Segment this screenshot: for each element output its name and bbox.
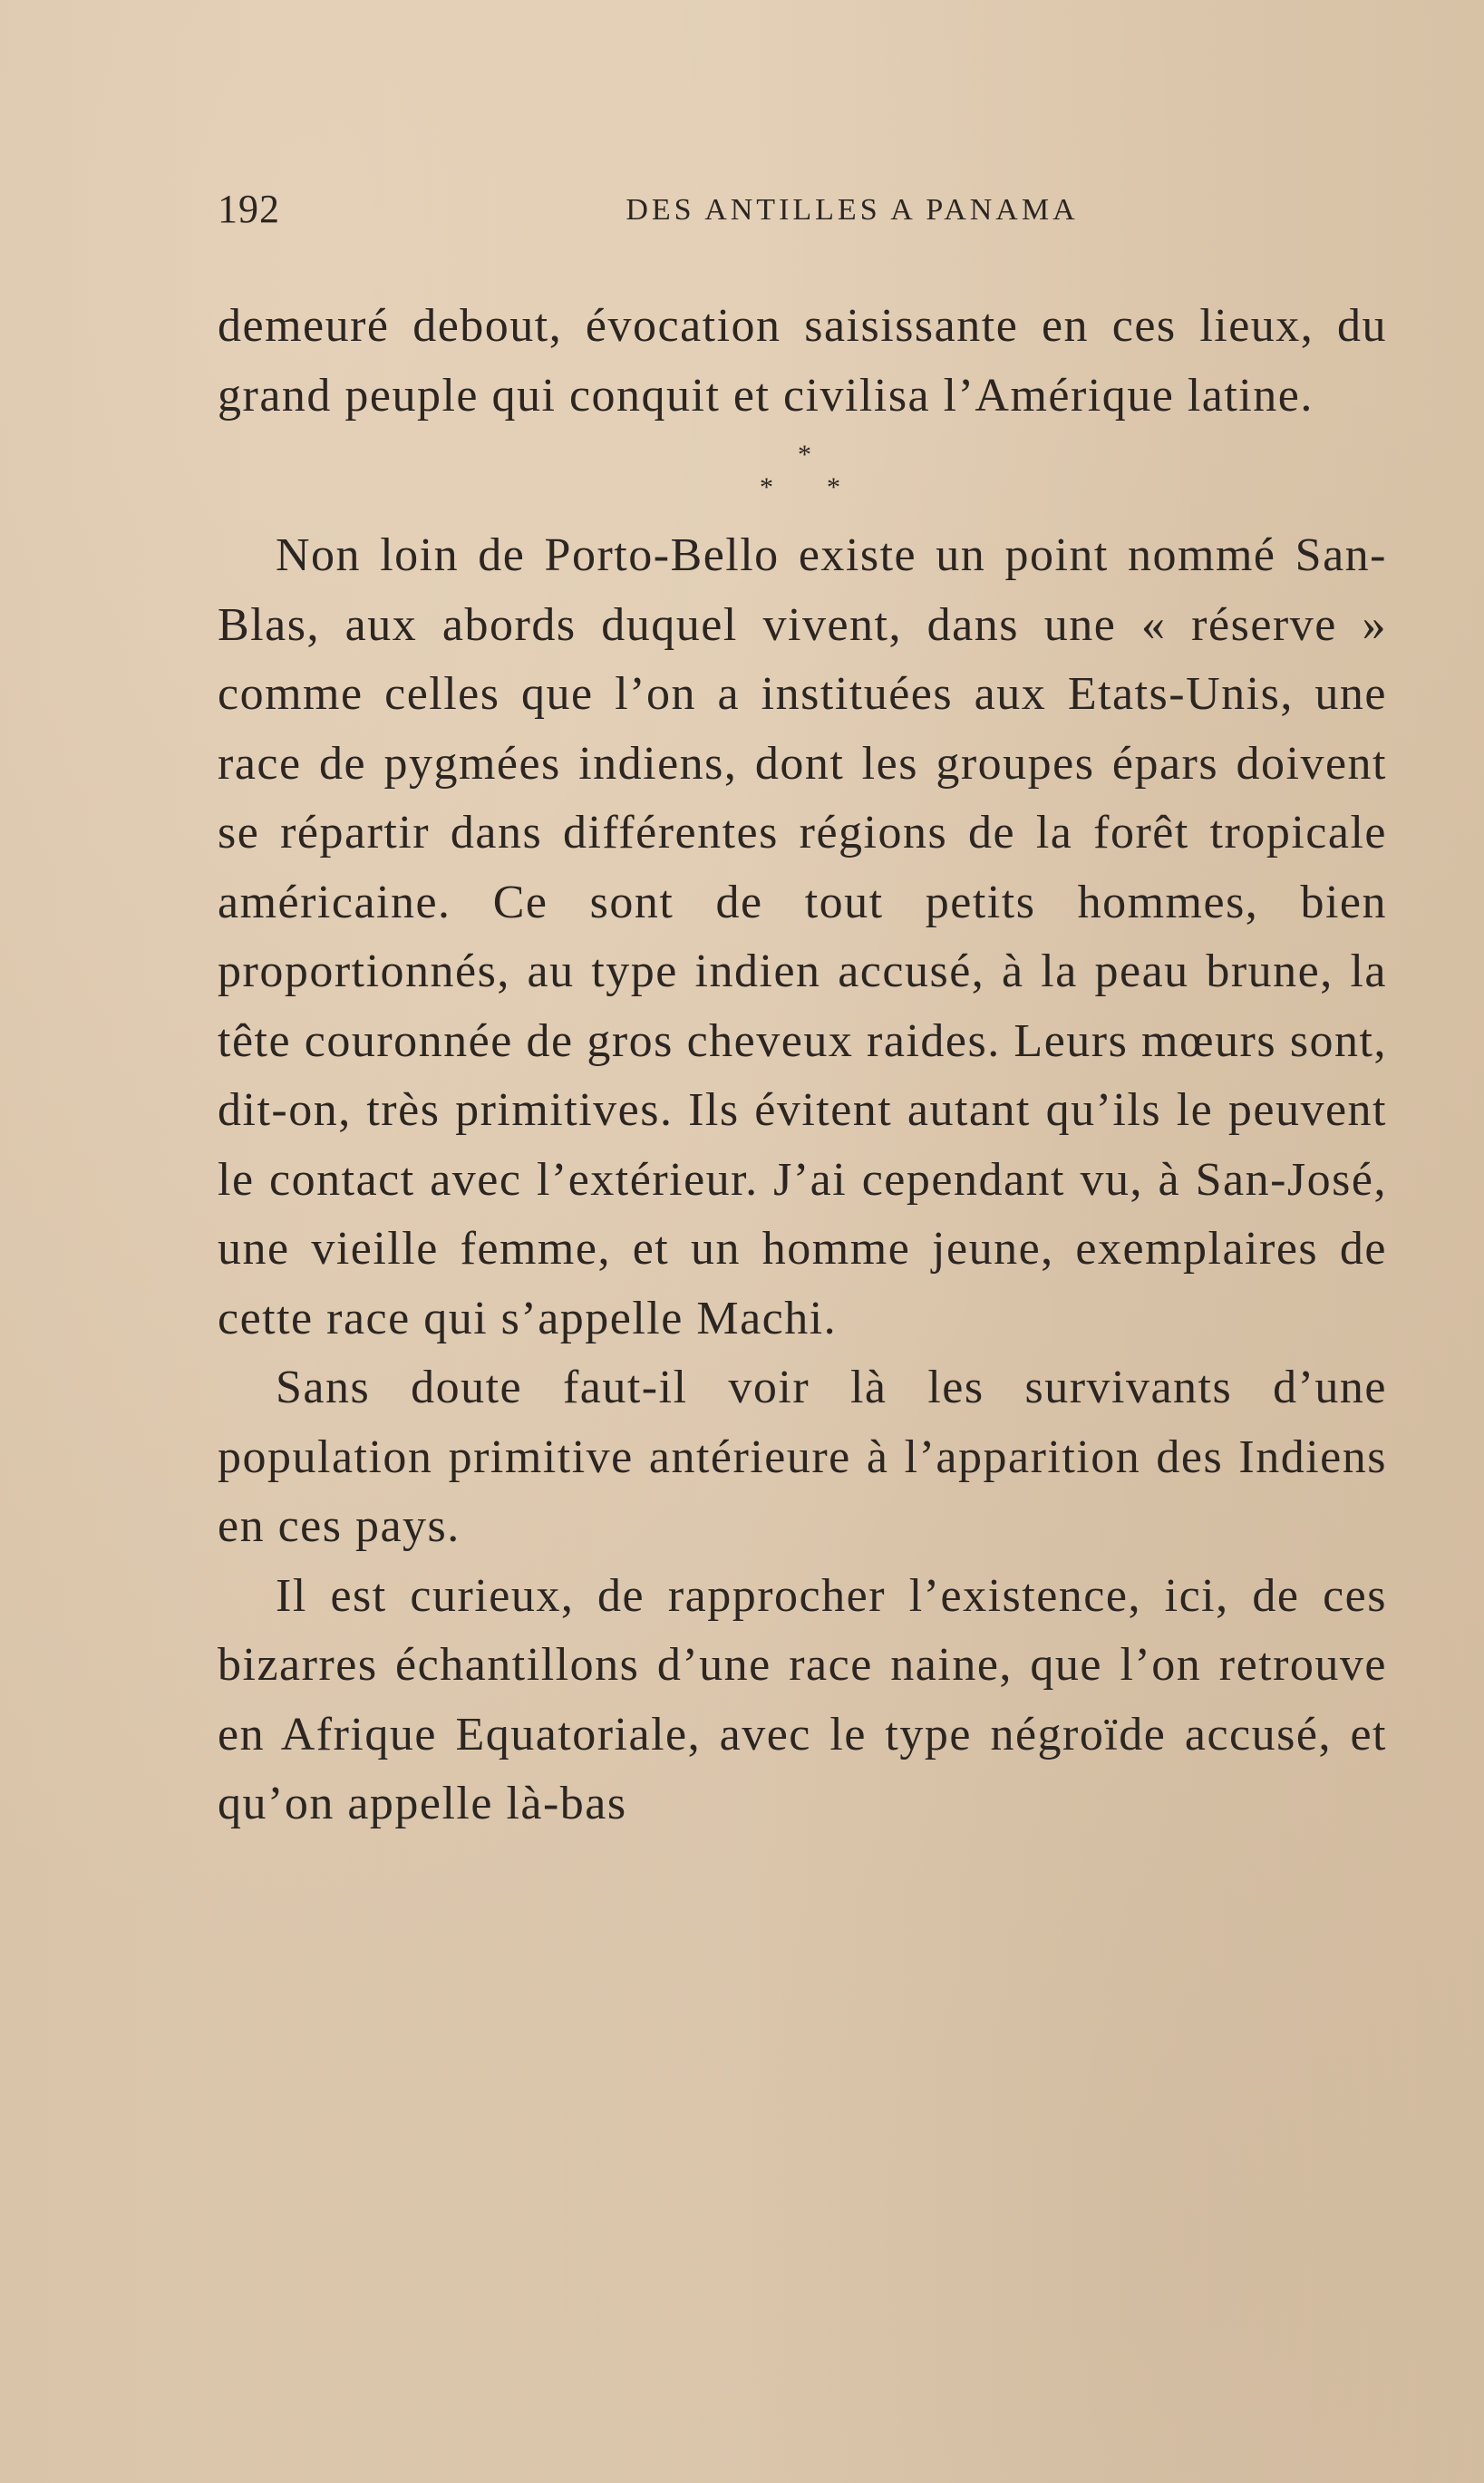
asterism-star-right: * [827, 472, 842, 502]
page-header [218, 186, 1387, 240]
paragraph-san-blas: Non loin de Porto-Bello existe un point nommé San-Blas, aux abords duquel vivent, dans une « réserve » comme celles que l’on a instituées aux Etats-Unis, une race de pygmées indiens, dont les groupes épars doivent se répartir dans différentes régions de la forêt tropicale américaine. Ce sont de tout petits hommes, bien proportionnés, au type indien accusé, à la peau brune, la tête couronnée de gros cheveux raides. Leurs mœurs sont, dit-on, très primitives. Ils évitent autant qu’ils le peuvent le contact avec l’extérieur. J’ai cependant vu, à San-José, une vieille femme, et un homme jeune, exemplaires de cette race qui s’appelle Machi. [218, 529, 1387, 1344]
running-title: DES ANTILLES A PANAMA [626, 193, 1079, 227]
paragraph-race-naine: Il est curieux, de rapprocher l’existence, ici, de ces bizarres échantillons d’une race naine, que l’on retrouve en Afrique Equatoriale, avec le type négroïde accusé, et qu’on appelle là-bas [218, 1569, 1387, 1829]
asterism-star-left: * [760, 472, 775, 502]
page-number: 192 [218, 187, 280, 231]
section-break-asterism [218, 431, 1387, 521]
body-text [218, 292, 1387, 1839]
paragraph-survivants: Sans doute faut-il voir là les survivants d’une population primitive antérieure à l’apparition des Indiens en ces pays. [218, 1362, 1387, 1552]
asterism-star-top: * [798, 440, 813, 470]
paragraph-continued: demeuré debout, évocation saisissante en ces lieux, du grand peuple qui conquit et civilisa l’Amérique latine. [218, 300, 1387, 422]
